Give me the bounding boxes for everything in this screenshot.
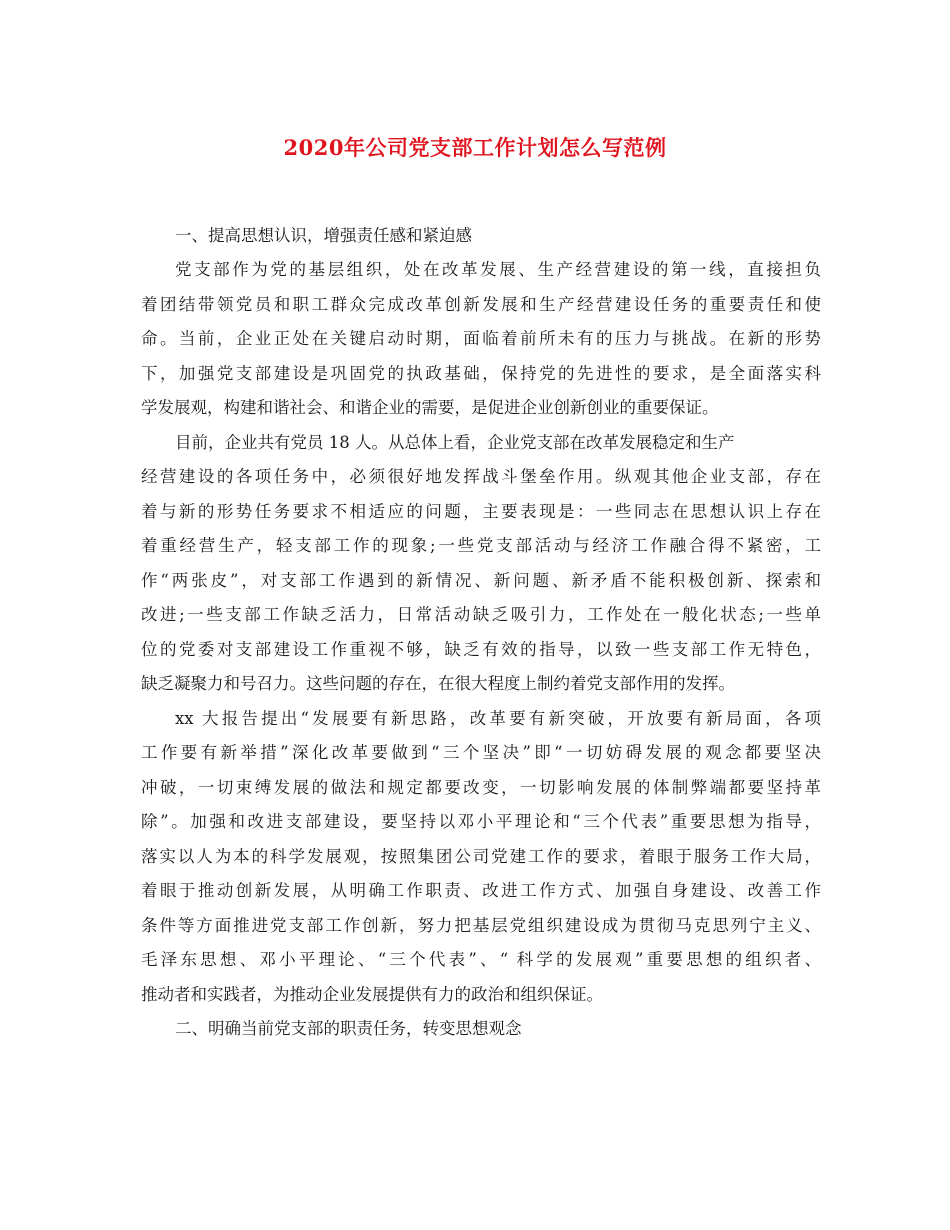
paragraph-line: 目前，企业共有党员 18 人。从总体上看，企业党支部在改革发展稳定和生产	[175, 432, 735, 452]
paragraph-line: 除”。加强和改进支部建设，要坚持以邓小平理论和“三个代表”重要思想为指导，	[141, 812, 821, 831]
paragraph-line: 推动者和实践者，为推动企业发展提供有力的政治和组织保证。	[141, 984, 603, 1004]
paragraph-line: 着眼于推动创新发展，从明确工作职责、改进工作方式、加强自身建设、改善工作	[141, 881, 821, 900]
paragraph-line: 毛泽东思想、邓小平理论、“三个代表”、“ 科学的发展观”重要思想的组织者、	[141, 950, 821, 969]
document-body	[141, 219, 821, 1046]
paragraph-line: 冲破，一切束缚发展的做法和规定都要改变，一切影响发展的体制弊端都要坚持革	[141, 777, 821, 797]
paragraph-line: 缺乏凝聚力和号召力。这些问题的存在，在很大程度上制约着党支部作用的发挥。	[141, 674, 735, 693]
paragraph-line: 改进;一些支部工作缺乏活力，日常活动缺乏吸引力，工作处在一般化状态;一些单	[141, 605, 821, 624]
paragraph-line: 着团结带领党员和职工群众完成改革创新发展和生产经营建设任务的重要责任和使	[141, 294, 821, 314]
paragraph-line: 着重经营生产，轻支部工作的现象;一些党支部活动与经济工作融合得不紧密，工	[141, 536, 821, 555]
paragraph-line: 条件等方面推进党支部工作创新，努力把基层党组织建设成为贯彻马克思列宁主义、	[141, 915, 821, 935]
paragraph-line: 位的党委对支部建设工作重视不够，缺乏有效的指导，以致一些支部工作无特色，	[141, 639, 821, 659]
paragraph-3	[141, 702, 821, 1013]
paragraph-2	[141, 426, 821, 702]
document-title: 2020年公司党支部工作计划怎么写范例	[283, 135, 667, 160]
paragraph-1	[141, 253, 821, 426]
paragraph-line: 下，加强党支部建设是巩固党的执政基础，保持党的先进性的要求，是全面落实科	[141, 363, 821, 383]
paragraph-line: 着与新的形势任务要求不相适应的问题，主要表现是：一些同志在思想认识上存在	[141, 501, 821, 521]
paragraph-line: 作“两张皮”，对支部工作遇到的新情况、新问题、新矛盾不能积极创新、探索和	[141, 570, 821, 590]
paragraph-line: 工作要有新举措”深化改革要做到“三个坚决”即“一切妨碍发展的观念都要坚决	[141, 743, 821, 762]
section-heading-2: 二、明确当前党支部的职责任务，转变思想观念	[175, 1019, 522, 1038]
paragraph-line: 经营建设的各项任务中，必须很好地发挥战斗堡垒作用。纵观其他企业支部，存在	[141, 467, 821, 486]
section-heading-1: 一、提高思想认识，增强责任感和紧迫感	[175, 226, 472, 245]
paragraph-line: 落实以人为本的科学发展观，按照集团公司党建工作的要求，着眼于服务工作大局，	[141, 846, 821, 866]
paragraph-line: 命。当前，企业正处在关键启动时期，面临着前所未有的压力与挑战。在新的形势	[141, 329, 821, 348]
paragraph-line: 党支部作为党的基层组织，处在改革发展、生产经营建设的第一线，直接担负	[175, 260, 821, 279]
paragraph-line: xx 大报告提出“发展要有新思路，改革要有新突破，开放要有新局面，各项	[175, 708, 821, 728]
paragraph-line: 学发展观，构建和谐社会、和谐企业的需要，是促进企业创新创业的重要保证。	[141, 398, 719, 417]
